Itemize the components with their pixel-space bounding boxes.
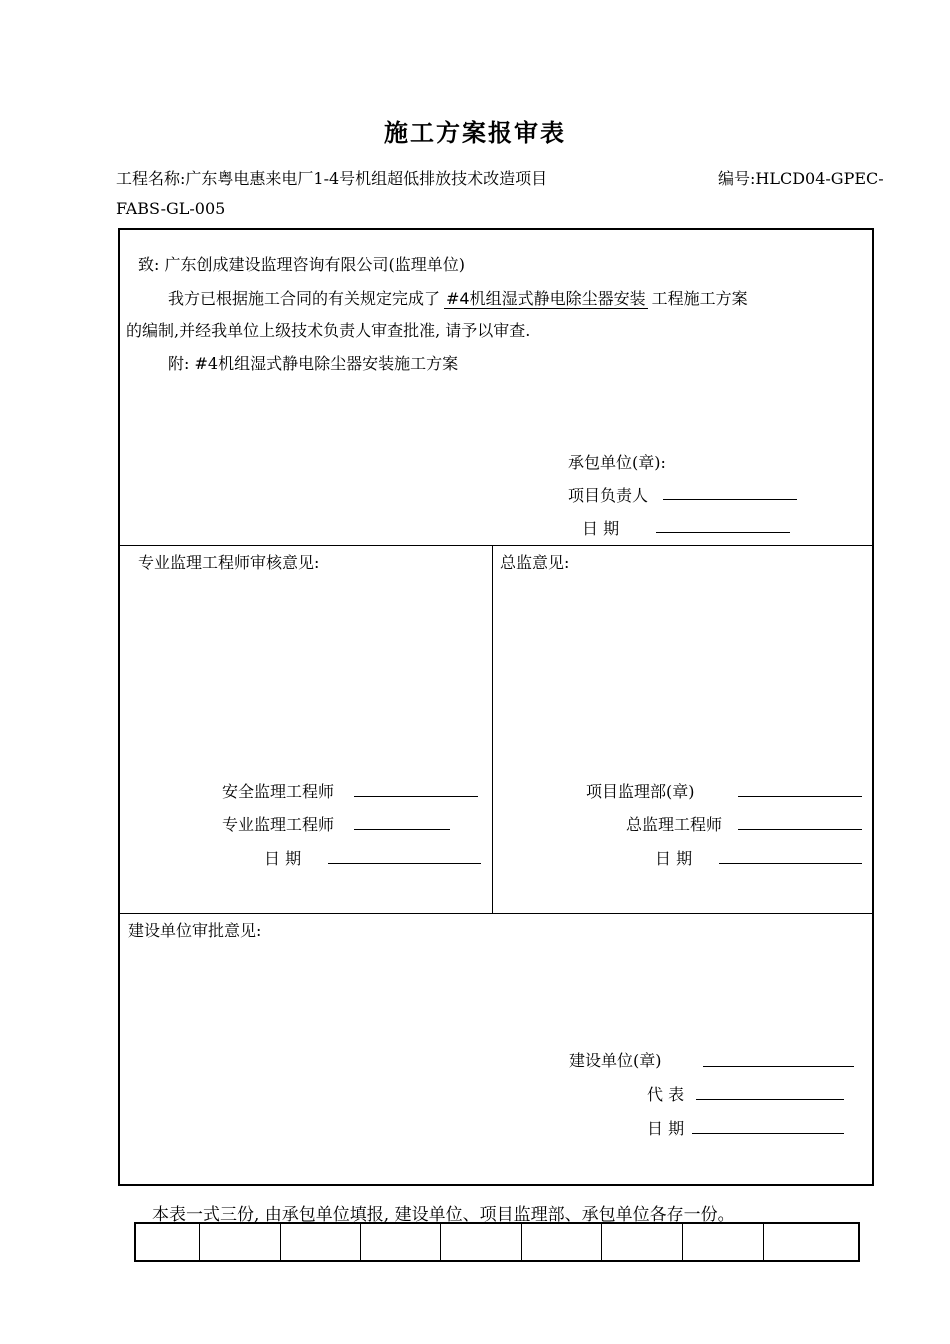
footer-grid — [134, 1222, 860, 1262]
specialist-engineer-label: 专业监理工程师 — [222, 815, 335, 834]
section2-left-date-field[interactable] — [328, 847, 481, 864]
contractor-seal-label: 承包单位(章): — [568, 453, 666, 472]
footer-cell — [200, 1224, 281, 1260]
attachment-line: 附: #4机组湿式静电除尘器安装施工方案 — [168, 354, 459, 373]
footer-cell — [522, 1224, 602, 1260]
footer-cell — [683, 1224, 764, 1260]
project-manager-label: 项目负责人 — [568, 486, 649, 505]
owner-unit-label: 建设单位(章) — [569, 1051, 662, 1070]
section1-date-field[interactable] — [656, 516, 790, 533]
chief-opinion-heading: 总监意见: — [500, 553, 570, 572]
section2-right-date-label: 日 期 — [655, 849, 693, 868]
project-manager-field[interactable] — [663, 483, 797, 500]
submission-statement — [168, 286, 748, 309]
section2-left-date-label: 日 期 — [264, 849, 302, 868]
chief-engineer-label: 总监理工程师 — [626, 815, 723, 834]
divider-2 — [118, 913, 874, 914]
statement-suffix: 工程施工方案 — [651, 289, 748, 308]
representative-label: 代 表 — [647, 1085, 685, 1104]
statement-line-2: 的编制,并经我单位上级技术负责人审查批准, 请予以审查. — [126, 321, 531, 340]
footer-note: 本表一式三份, 由承包单位填报, 建设单位、项目监理部、承包单位各存一份。 — [152, 1205, 735, 1225]
representative-field[interactable] — [696, 1083, 844, 1100]
supervision-dept-label: 项目监理部(章) — [586, 782, 695, 801]
owner-unit-field[interactable] — [703, 1050, 854, 1067]
specialist-review-heading: 专业监理工程师审核意见: — [138, 553, 320, 572]
footer-cell — [136, 1224, 200, 1260]
owner-approval-heading: 建设单位审批意见: — [128, 921, 262, 940]
specialist-engineer-field[interactable] — [354, 813, 450, 830]
footer-cell — [361, 1224, 441, 1260]
section3-date-field[interactable] — [692, 1117, 844, 1134]
footer-cell — [441, 1224, 522, 1260]
supervision-dept-field[interactable] — [738, 780, 862, 797]
recipient-line: 致: 广东创成建设监理咨询有限公司(监理单位) — [138, 255, 465, 274]
chief-engineer-field[interactable] — [738, 813, 862, 830]
project-name: 工程名称:广东粤电惠来电厂1-4号机组超低排放技术改造项目 — [116, 169, 548, 188]
work-item-fill[interactable]: #4机组湿式静电除尘器安装 — [446, 289, 646, 308]
safety-engineer-field[interactable] — [354, 780, 478, 797]
divider-1 — [118, 545, 874, 546]
section2-right-date-field[interactable] — [719, 847, 862, 864]
document-number-continued: FABS-GL-005 — [116, 199, 226, 218]
safety-engineer-label: 安全监理工程师 — [222, 782, 335, 801]
footer-cell — [764, 1224, 858, 1260]
footer-cell — [602, 1224, 683, 1260]
divider-vertical — [492, 545, 493, 913]
section1-date-label: 日 期 — [582, 519, 620, 538]
document-number: 编号:HLCD04-GPEC- — [718, 169, 884, 188]
section3-date-label: 日 期 — [647, 1119, 685, 1138]
page-title: 施工方案报审表 — [384, 118, 566, 147]
statement-prefix: 我方已根据施工合同的有关规定完成了 — [168, 289, 441, 308]
footer-cell — [281, 1224, 361, 1260]
